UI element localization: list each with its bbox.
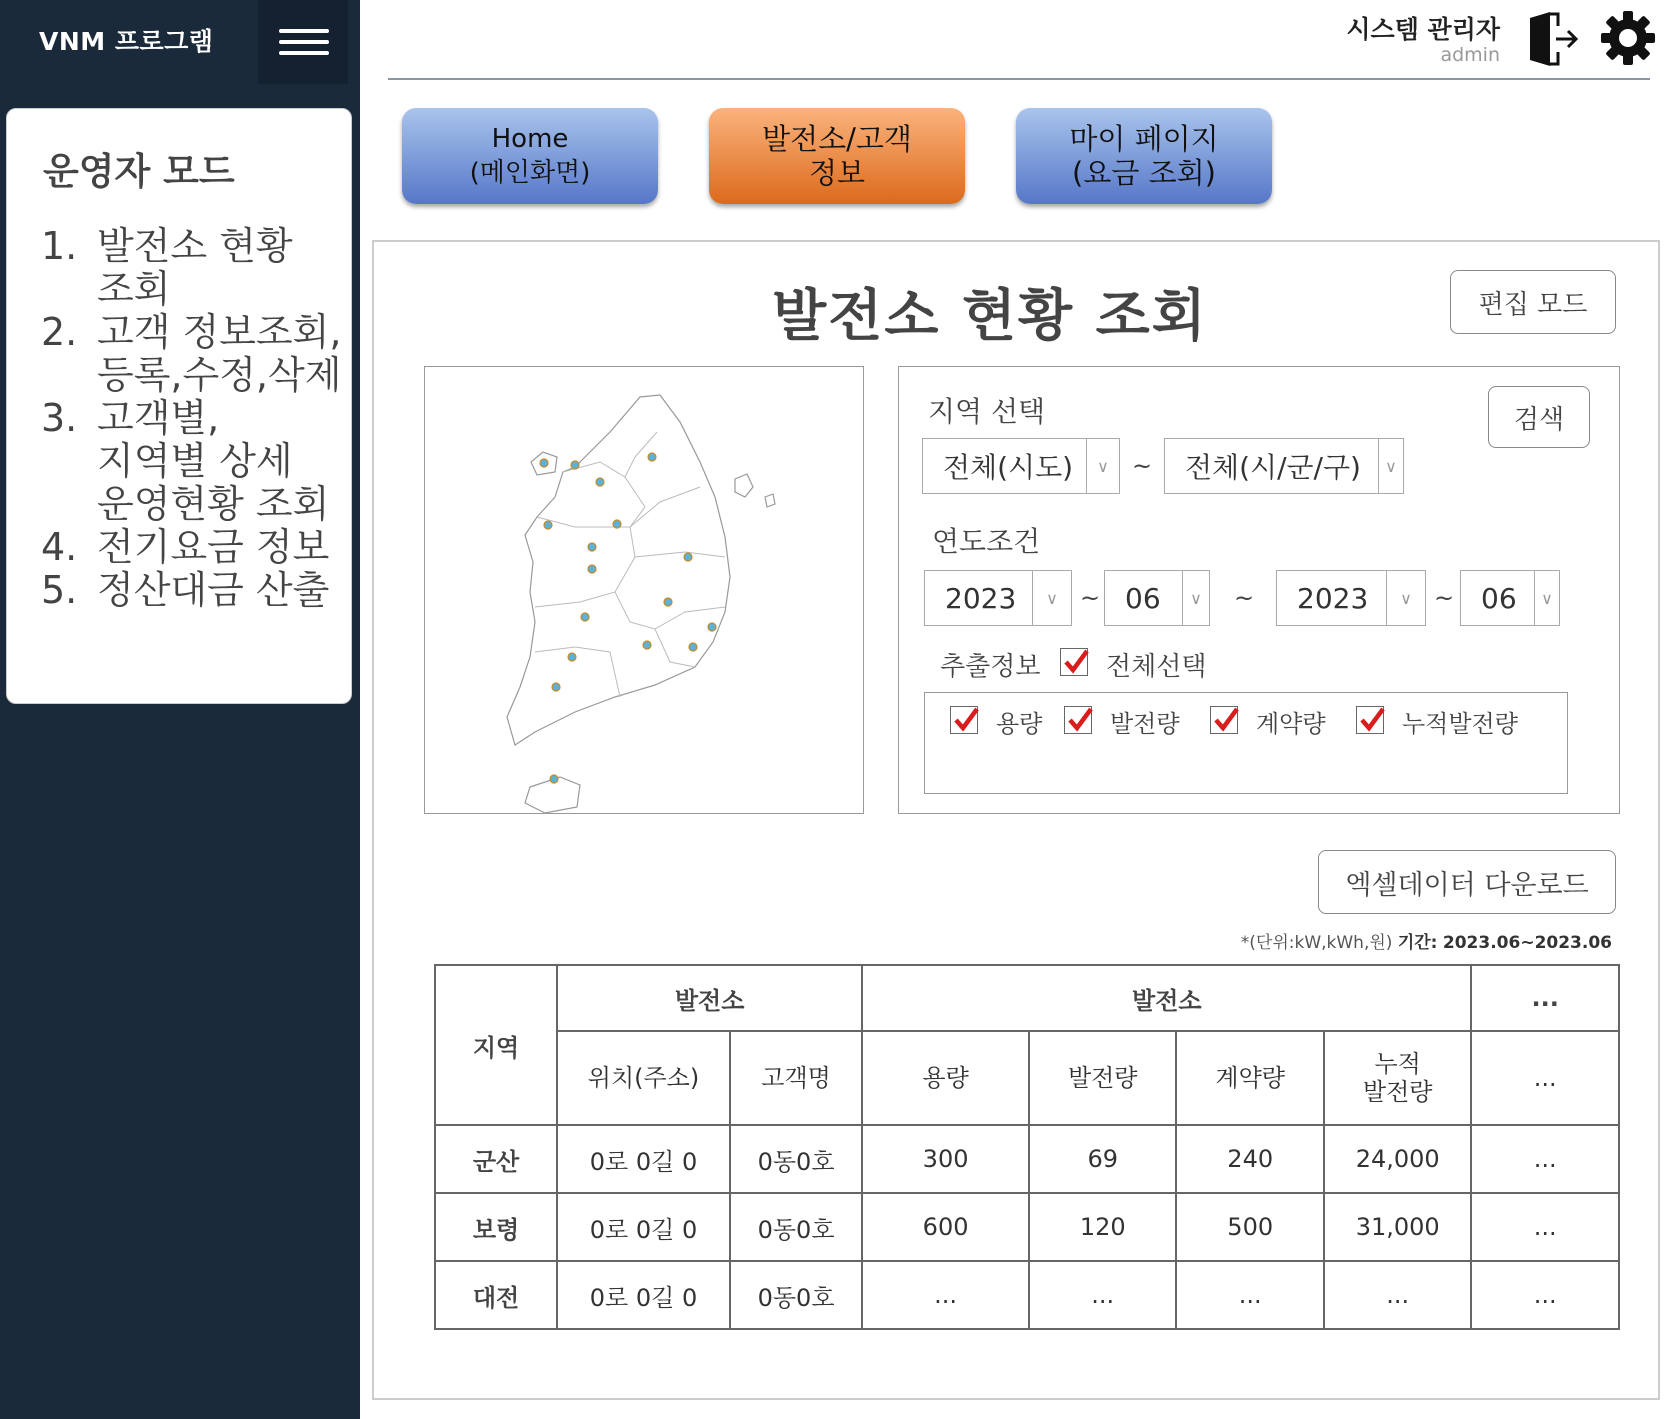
menu-label: 전기요금 정보 xyxy=(97,525,330,569)
province-select[interactable] xyxy=(922,438,1120,494)
menu-label: 고객별, 지역별 상세 운영현황 조회 xyxy=(97,396,330,526)
table-cell: ... xyxy=(1471,1193,1619,1261)
checkmark-icon xyxy=(1066,703,1094,733)
table-cell: 300 xyxy=(862,1125,1029,1193)
table-cell: 0로 0길 0 xyxy=(557,1125,730,1193)
province-select-value: 전체(시도) xyxy=(943,451,1074,484)
capacity-label: 용량 xyxy=(996,710,1043,738)
generation-checkbox[interactable] xyxy=(1064,706,1092,734)
table-row xyxy=(435,1125,1619,1193)
menu-number: 2. xyxy=(41,310,78,354)
range-tilde: ~ xyxy=(1434,584,1455,612)
checkmark-icon xyxy=(1358,703,1386,733)
table-cell: ... xyxy=(1324,1261,1471,1329)
menu-label: 고객 정보조회, 등록,수정,삭제 xyxy=(97,310,342,397)
chevron-down-icon: ∨ xyxy=(1086,439,1119,493)
range-tilde: ~ xyxy=(1132,452,1153,480)
menu-label: 정산대금 산출 xyxy=(97,568,330,612)
unit-period-note xyxy=(1100,928,1612,953)
menu-number: 4. xyxy=(41,525,78,569)
sidebar-item-operation-status[interactable] xyxy=(41,397,343,526)
table-cell: 31,000 xyxy=(1324,1193,1471,1261)
plant-customer-info-button[interactable]: 발전소/고객 정보 xyxy=(709,108,965,204)
column-header: 고객명 xyxy=(730,1031,862,1125)
region-select-label: 지역 선택 xyxy=(928,395,1046,428)
column-header: 용량 xyxy=(862,1031,1029,1125)
contract-amount-checkbox[interactable] xyxy=(1210,706,1238,734)
edit-mode-button[interactable]: 편집 모드 xyxy=(1450,270,1616,334)
year-condition-label: 연도조건 xyxy=(932,525,1041,558)
plant-metrics-group-header: 발전소 xyxy=(862,965,1471,1031)
user-id: admin xyxy=(1440,44,1500,66)
menu-number: 3. xyxy=(41,396,78,440)
start-month-value: 06 xyxy=(1125,581,1161,615)
table-cell-region: 보령 xyxy=(435,1193,557,1261)
page-title: 발전소 현황 조회 xyxy=(772,284,1208,349)
mode-title: 운영자 모드 xyxy=(43,150,235,193)
plant-status-table xyxy=(434,964,1620,1330)
city-select[interactable] xyxy=(1164,438,1404,494)
city-select-value: 전체(시/군/구) xyxy=(1185,451,1361,484)
table-cell-region: 군산 xyxy=(435,1125,557,1193)
table-cell: ... xyxy=(1176,1261,1323,1329)
sidebar-item-plant-status[interactable] xyxy=(41,225,343,311)
logout-icon[interactable] xyxy=(1524,8,1580,68)
table-cell: 0동0호 xyxy=(730,1261,862,1329)
checkmark-icon xyxy=(1062,645,1090,675)
table-cell: 500 xyxy=(1176,1193,1323,1261)
menu-number: 1. xyxy=(41,224,78,268)
table-row xyxy=(435,1261,1619,1329)
sidebar xyxy=(0,0,360,1419)
start-year-value: 2023 xyxy=(945,581,1017,615)
end-month-select[interactable] xyxy=(1460,570,1560,626)
sidebar-menu xyxy=(41,225,343,612)
end-year-select[interactable] xyxy=(1276,570,1426,626)
column-header: 누적 발전량 xyxy=(1324,1031,1471,1125)
excel-download-button[interactable]: 엑셀데이터 다운로드 xyxy=(1318,850,1616,914)
table-cell: ... xyxy=(1471,1261,1619,1329)
capacity-checkbox[interactable] xyxy=(950,706,978,734)
gear-icon[interactable] xyxy=(1598,8,1658,68)
select-all-checkbox[interactable] xyxy=(1060,648,1088,676)
period-label: 기간: xyxy=(1397,933,1438,953)
generation-label: 발전량 xyxy=(1110,710,1180,738)
sidebar-item-settlement[interactable] xyxy=(41,569,343,612)
sidebar-item-electricity-rate[interactable] xyxy=(41,526,343,569)
column-header: 발전량 xyxy=(1029,1031,1176,1125)
column-header: 위치(주소) xyxy=(557,1031,730,1125)
plant-group-header: 발전소 xyxy=(557,965,862,1031)
extract-info-label: 추출정보 xyxy=(940,652,1041,682)
menu-number: 5. xyxy=(41,568,78,612)
checkmark-icon xyxy=(952,703,980,733)
chevron-down-icon: ∨ xyxy=(1182,571,1209,625)
table-cell: ... xyxy=(1029,1261,1176,1329)
cumulative-generation-label: 누적발전량 xyxy=(1402,710,1518,738)
table-cell-region: 대전 xyxy=(435,1261,557,1329)
table-cell: 0로 0길 0 xyxy=(557,1261,730,1329)
checkmark-icon xyxy=(1212,703,1240,733)
end-year-value: 2023 xyxy=(1297,581,1369,615)
range-tilde: ~ xyxy=(1080,584,1101,612)
range-tilde: ~ xyxy=(1234,584,1255,612)
table-cell: ... xyxy=(1471,1125,1619,1193)
user-name: 시스템 관리자 xyxy=(1346,15,1500,44)
chevron-down-icon: ∨ xyxy=(1032,571,1071,625)
table-cell: 69 xyxy=(1029,1125,1176,1193)
chevron-down-icon: ∨ xyxy=(1378,439,1403,493)
sidebar-card xyxy=(6,108,352,704)
table-cell: 240 xyxy=(1176,1125,1323,1193)
cumulative-generation-checkbox[interactable] xyxy=(1356,706,1384,734)
menu-label: 발전소 현황 조회 xyxy=(97,224,293,311)
table-cell: 600 xyxy=(862,1193,1029,1261)
region-header: 지역 xyxy=(435,965,557,1125)
app-title: VNM 프로그램 xyxy=(39,27,214,56)
region-map[interactable] xyxy=(424,366,864,814)
column-header: ... xyxy=(1471,1031,1619,1125)
start-month-select[interactable] xyxy=(1104,570,1210,626)
period-value: 2023.06~2023.06 xyxy=(1442,933,1612,953)
table-cell: 0로 0길 0 xyxy=(557,1193,730,1261)
start-year-select[interactable] xyxy=(924,570,1072,626)
table-cell: 0동0호 xyxy=(730,1193,862,1261)
chevron-down-icon: ∨ xyxy=(1534,571,1559,625)
unit-note: *(단위:kW,kWh,원) xyxy=(1240,933,1393,953)
select-all-label: 전체선택 xyxy=(1106,652,1207,682)
home-button[interactable]: Home (메인화면) xyxy=(402,108,658,204)
end-month-value: 06 xyxy=(1481,581,1517,615)
table-cell: 0동0호 xyxy=(730,1125,862,1193)
hamburger-menu-icon[interactable] xyxy=(258,0,348,84)
header-divider xyxy=(388,78,1650,80)
more-columns-header: ... xyxy=(1471,965,1619,1031)
table-cell: 24,000 xyxy=(1324,1125,1471,1193)
table-cell: 120 xyxy=(1029,1193,1176,1261)
sidebar-item-customer-info[interactable] xyxy=(41,311,343,397)
my-page-button[interactable]: 마이 페이지 (요금 조회) xyxy=(1016,108,1272,204)
search-button[interactable]: 검색 xyxy=(1488,386,1590,448)
contract-amount-label: 계약량 xyxy=(1256,710,1326,738)
column-header: 계약량 xyxy=(1176,1031,1323,1125)
table-row xyxy=(435,1193,1619,1261)
chevron-down-icon: ∨ xyxy=(1386,571,1425,625)
table-cell: ... xyxy=(862,1261,1029,1329)
